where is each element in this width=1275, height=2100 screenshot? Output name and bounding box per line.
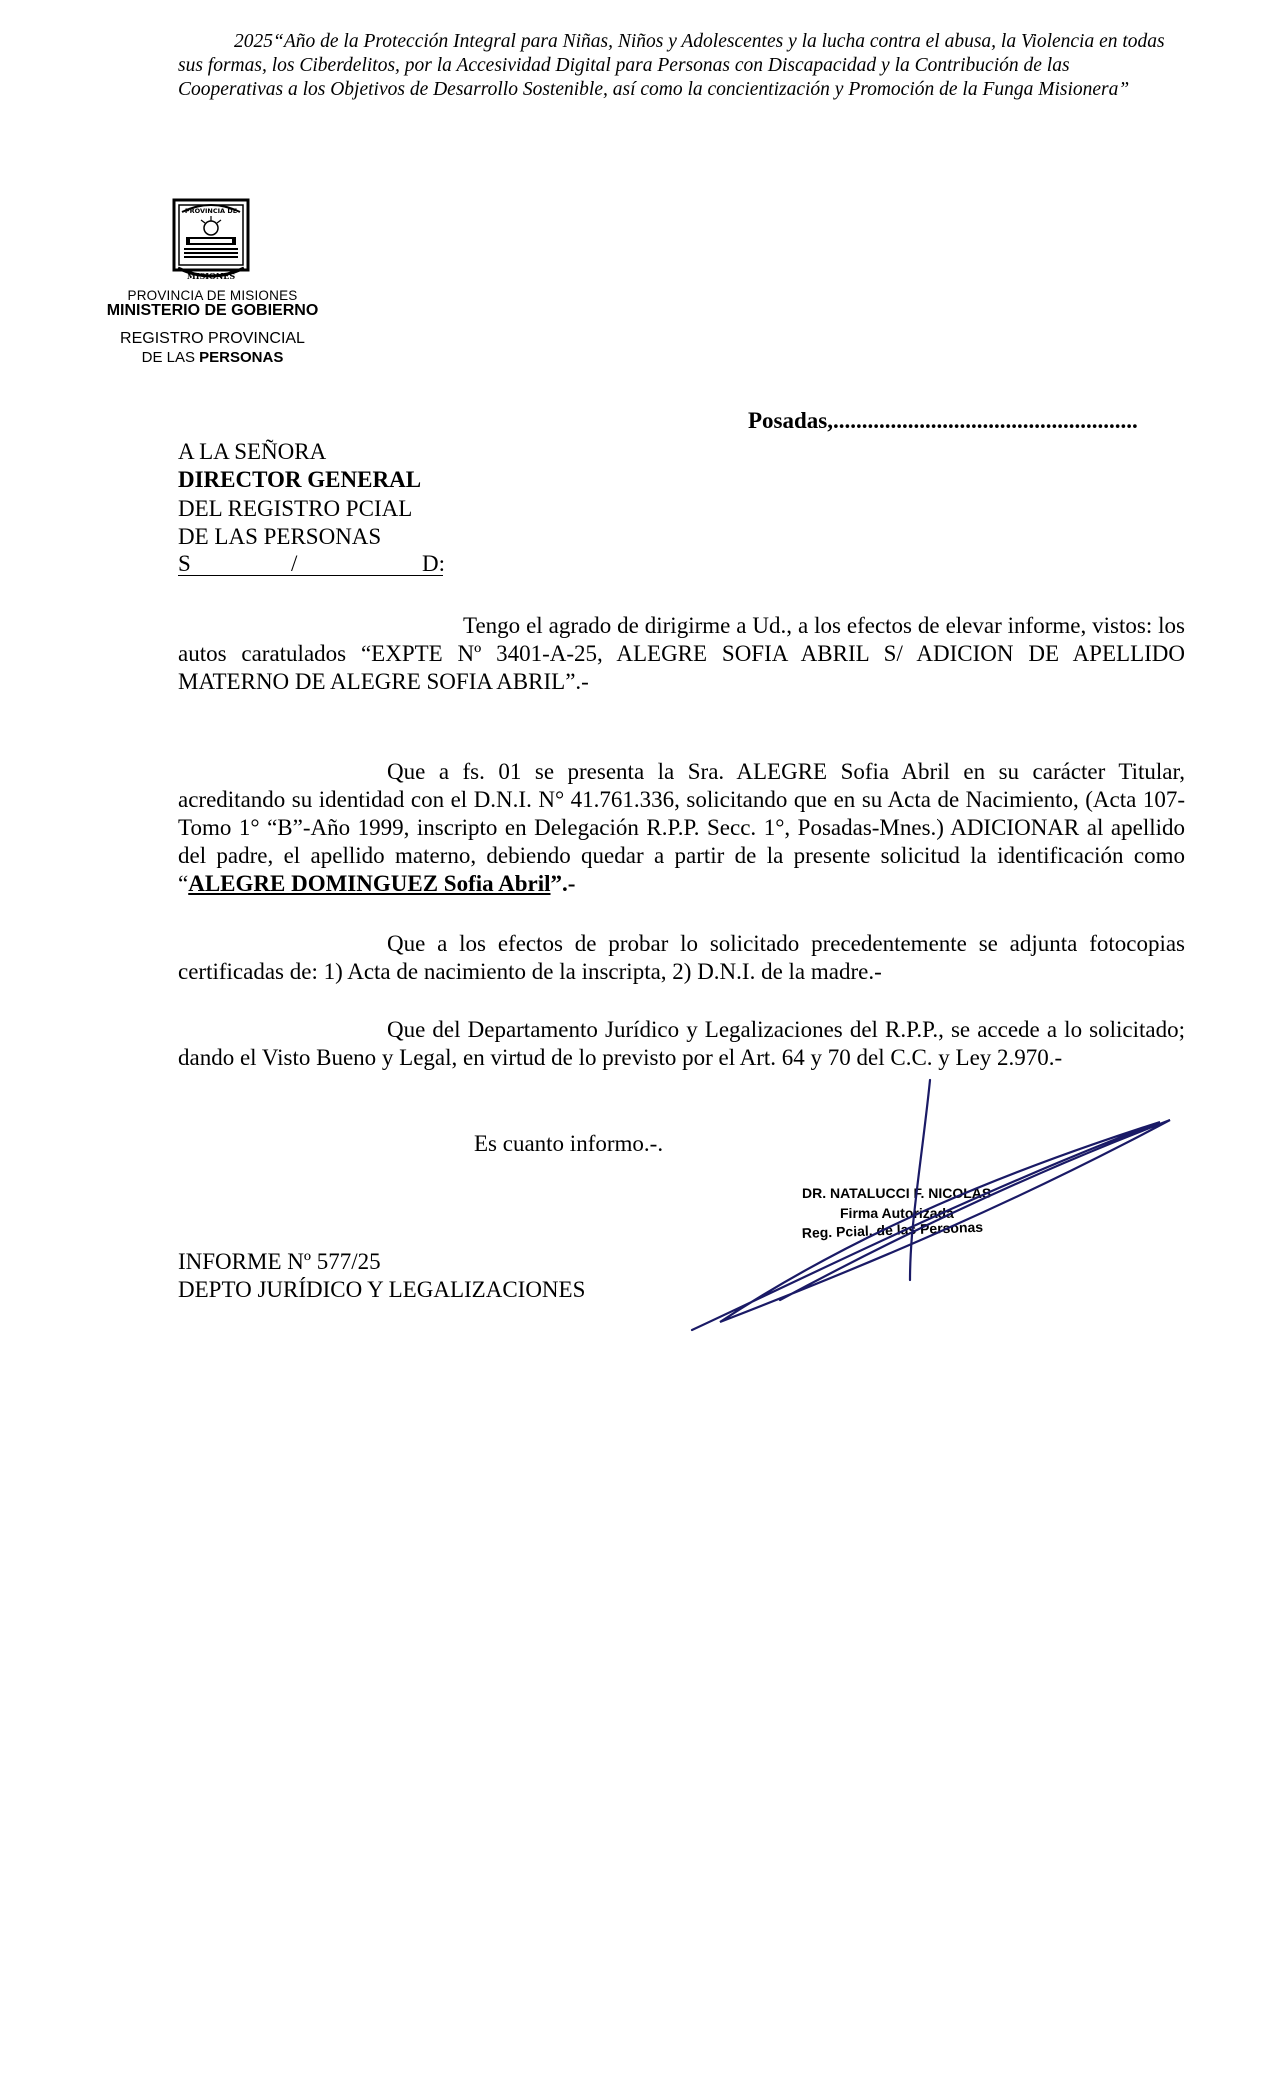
stamp-line-1: DR. NATALUCCI F. NICOLAS bbox=[802, 1185, 992, 1201]
org-persons bbox=[95, 349, 330, 366]
report-number: INFORME Nº 577/25 bbox=[178, 1249, 381, 1274]
sd-d: D: bbox=[422, 551, 445, 576]
sd-s: S bbox=[178, 551, 191, 576]
paragraph-4: Que del Departamento Jurídico y Legalizaciones del R.P.P., se accede a lo solicitado; dando el Visto Bueno y Legal, en virtud de lo previsto por el Art. 64 y 70 del C.C. y Ley 2.970.- bbox=[178, 1017, 1185, 1070]
place-date: Posadas,..................................................... bbox=[748, 408, 1138, 433]
salute-sd bbox=[178, 553, 443, 576]
sd-slash: / bbox=[291, 551, 298, 576]
header-motto: 2025“Año de la Protección Integral para Niñas, Niños y Adolescentes y la lucha contra el abusa, la Violencia en todas sus formas, los Ciberdelitos, por la Accesividad Digital para Personas con Discapacidad y la Contribución de las Cooperativas a los Objetivos de Desarrollo Sostenible, así como la concientización y Promoción de la Funga Misionera” bbox=[178, 31, 1165, 100]
stamp-line-2: Firma Autorizada bbox=[840, 1205, 954, 1221]
org-persons-plain: DE LAS bbox=[141, 349, 195, 366]
address-line-4: DE LAS PERSONAS bbox=[178, 524, 382, 549]
stamp-line-3: Reg. Pcial. de las Personas bbox=[801, 1218, 984, 1241]
crest-text-top: PROVINCIA DE bbox=[184, 207, 238, 215]
org-ministry: MINISTERIO DE GOBIERNO bbox=[106, 302, 319, 319]
registered-name: ALEGRE DOMINGUEZ Sofia Abril bbox=[188, 871, 551, 896]
closing-line: Es cuanto informo.-. bbox=[474, 1131, 664, 1156]
paragraph-2 bbox=[178, 758, 1185, 898]
paragraph-1: Tengo el agrado de dirigirme a Ud., a los efectos de elevar informe, vistos: los autos caratulados “EXPTE Nº 3401-A-25, ALEGRE SOFIA ABRIL S/ ADICION DE APELLIDO MATERNO DE ALEGRE SOFIA ABRIL”.- bbox=[178, 613, 1185, 694]
crest-text-bottom: MISIONES bbox=[186, 271, 236, 281]
paragraph-2-end: ”.- bbox=[550, 871, 576, 896]
department: DEPTO JURÍDICO Y LEGALIZACIONES bbox=[178, 1277, 586, 1302]
address-line-2: DIRECTOR GENERAL bbox=[178, 467, 422, 492]
org-persons-bold: PERSONAS bbox=[199, 349, 284, 366]
org-registry: REGISTRO PROVINCIAL bbox=[120, 330, 305, 347]
address-line-1: A LA SEÑORA bbox=[178, 439, 327, 464]
signature-stamp bbox=[680, 1060, 1180, 1335]
paragraph-3: Que a los efectos de probar lo solicitado precedentemente se adjunta fotocopias certificadas de: 1) Acta de nacimiento de la inscripta, 2) D.N.I. de la madre.- bbox=[178, 931, 1185, 984]
address-line-3: DEL REGISTRO PCIAL bbox=[178, 496, 413, 521]
org-province: PROVINCIA DE MISIONES bbox=[127, 288, 298, 303]
provincial-crest-logo bbox=[168, 194, 254, 286]
paragraph-2-text: Que a fs. 01 se presenta la Sra. ALEGRE Sofia Abril en su carácter Titular, acreditando su identidad con el D.N.I. N° 41.761.336, solicitando que en su Acta de Nacimiento, (Acta 107-Tomo 1° “B”-Año 1999, inscripto en Delegación R.P.P. Secc. 1°, Posadas-Mnes.) ADICIONAR al apellido del padre, el apellido materno, debiendo quedar a partir de la presente solicitud la identificación como “ bbox=[178, 759, 1185, 896]
